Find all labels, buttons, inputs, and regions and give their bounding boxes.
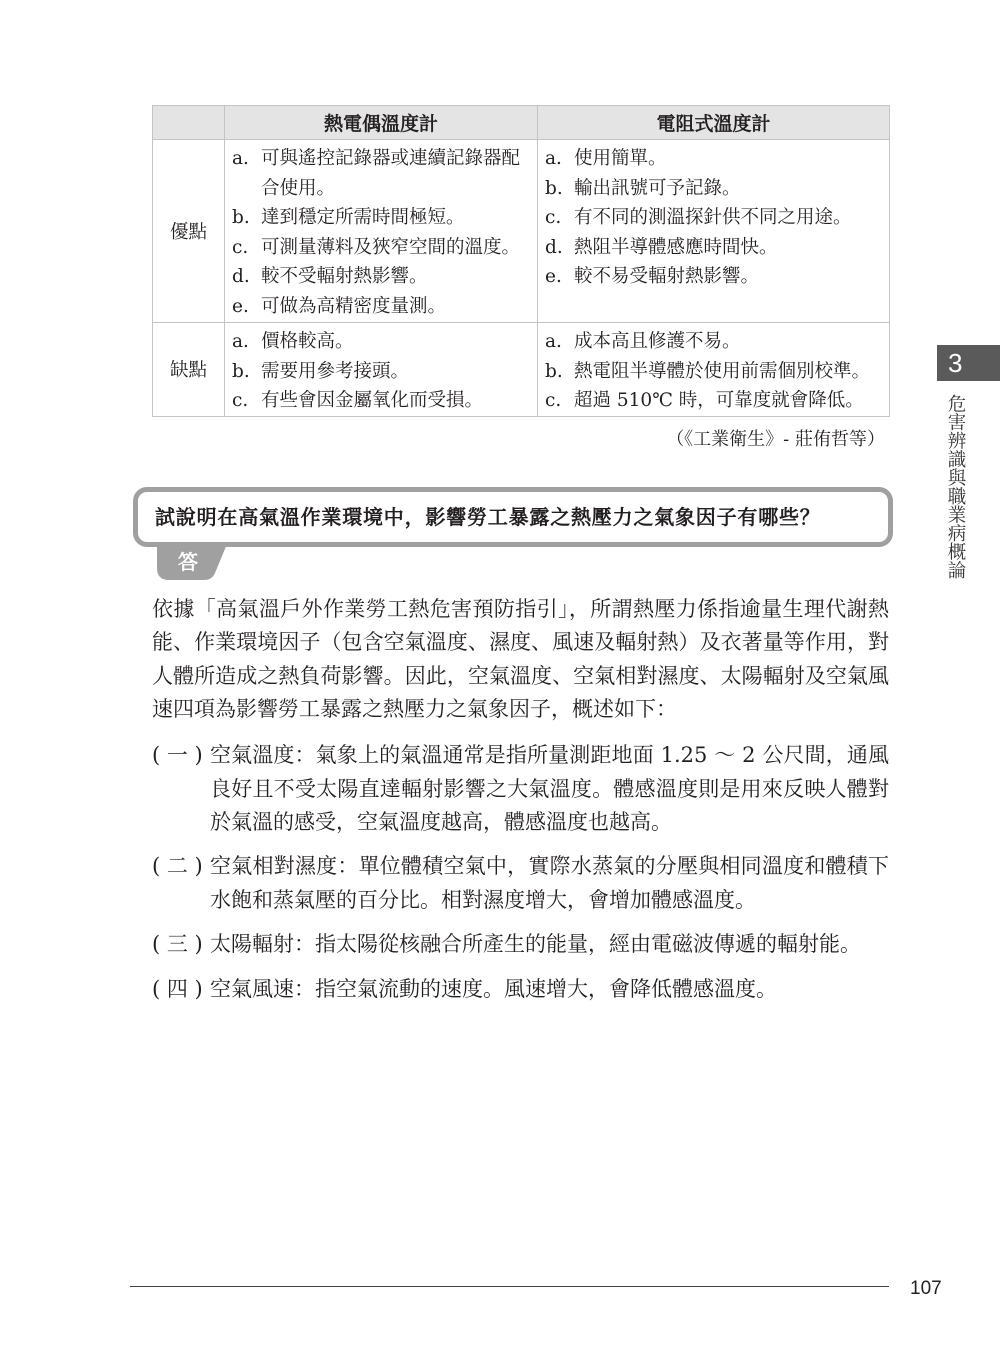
list-item [545, 144, 883, 174]
item-text: 太陽輻射：指太陽從核融合所產生的能量，經由電磁波傳遞的輻射能。 [210, 932, 861, 957]
item-text: 輸出訊號可予記錄。 [574, 177, 741, 199]
item-marker: a. [232, 331, 249, 352]
item-text: 超過 510℃ 時，可靠度就會降低。 [574, 390, 864, 411]
list-item [152, 928, 889, 961]
item-text: 需要用參考接頭。 [261, 360, 410, 382]
item-text: 有不同的測溫探針供不同之用途。 [574, 207, 852, 228]
footer-rule [130, 1286, 889, 1287]
item-marker: ( 四 ) [152, 976, 203, 1001]
item-text: 空氣相對濕度：單位體積空氣中，實際水蒸氣的分壓與相同溫度和體積下水飽和蒸氣壓的百分比。相對濕度增大，會增加體感溫度。 [210, 854, 889, 912]
question-text: 試說明在高氣溫作業環境中，影響勞工暴露之熱壓力之氣象因子有哪些？ [155, 505, 821, 529]
item-text: 有些會因金屬氧化而受損。 [261, 390, 484, 411]
item-marker: e. [232, 295, 249, 317]
item-marker: d. [545, 236, 563, 258]
item-text: 空氣溫度：氣象上的氣溫通常是指所量測距地面 1.25 ～ 2 公尺間，通風良好且不受太陽直達輻射影響之大氣溫度。體感溫度則是用來反映人體對於氣溫的感受，空氣溫度越高，體感溫度也越高。 [210, 743, 889, 834]
item-text: 熱電阻半導體於使用前需個別校準。 [574, 360, 871, 382]
header-thermocouple: 熱電偶溫度計 [225, 106, 538, 140]
answer-body [152, 593, 889, 1006]
table-row-advantages [153, 140, 890, 323]
table-citation: （《工業衛生》- 莊侑哲等） [666, 429, 885, 450]
item-marker: b. [232, 360, 250, 382]
list-item [545, 357, 883, 387]
page-number: 107 [910, 1278, 942, 1299]
list-item [232, 262, 531, 292]
list-item [232, 144, 531, 203]
answer-intro: 依據「高氣溫戶外作業勞工熱危害預防指引」，所謂熱壓力係指逾量生理代謝熱能、作業環境因子（包含空氣溫度、濕度、風速及輻射熱）及衣著量等作用，對人體所造成之熱負荷影響。因此，空氣溫度、空氣相對濕度、太陽輻射及空氣風速四項為影響勞工暴露之熱壓力之氣象因子，概述如下： [152, 597, 889, 722]
list-item [545, 386, 883, 416]
item-marker: a. [545, 331, 562, 352]
row-label-advantages: 優點 [153, 140, 225, 323]
list-item [545, 203, 883, 233]
item-marker: e. [545, 266, 562, 287]
table-header-row [153, 106, 890, 140]
disadvantages-thermocouple-cell [225, 323, 538, 417]
item-marker: b. [545, 360, 563, 382]
item-text: 較不受輻射熱影響。 [261, 266, 428, 287]
list-item [545, 262, 883, 292]
item-text: 使用簡單。 [574, 148, 667, 169]
item-text: 達到穩定所需時間極短。 [261, 207, 465, 228]
item-marker: b. [232, 207, 250, 228]
row-label-disadvantages: 缺點 [153, 323, 225, 417]
item-text: 可做為高精密度量測。 [261, 295, 447, 317]
chapter-title: 危害辨識與職業病概論 [945, 394, 966, 579]
comparison-table [152, 105, 890, 417]
advantages-thermocouple-cell [225, 140, 538, 323]
list-item [232, 386, 531, 416]
item-text: 可與遙控記錄器或連續記錄器配合使用。 [261, 148, 521, 199]
answer-label: 答 [178, 550, 198, 574]
list-item [545, 327, 883, 357]
item-marker: ( 一 ) [152, 743, 203, 768]
answer-tag [157, 544, 227, 581]
item-text: 可測量薄料及狹窄空間的溫度。 [261, 236, 521, 258]
disadvantages-resistance-cell [538, 323, 890, 417]
item-marker: ( 三 ) [152, 932, 203, 957]
item-marker: c. [232, 390, 249, 411]
item-marker: d. [232, 266, 250, 287]
list-item [152, 850, 889, 917]
item-marker: a. [545, 148, 562, 169]
chapter-number-tab: 3 [937, 345, 1000, 381]
item-marker: c. [545, 390, 562, 411]
item-marker: b. [545, 177, 563, 199]
list-item [152, 739, 889, 839]
item-text: 空氣風速：指空氣流動的速度。風速增大，會降低體感溫度。 [210, 976, 777, 1001]
list-item [545, 174, 883, 204]
list-item [232, 357, 531, 387]
header-resistance-thermometer: 電阻式溫度計 [538, 106, 890, 140]
list-item [232, 292, 531, 322]
advantages-resistance-cell [538, 140, 890, 323]
list-item [232, 233, 531, 263]
item-marker: c. [545, 207, 562, 228]
table-row-disadvantages [153, 323, 890, 417]
item-text: 較不易受輻射熱影響。 [574, 266, 760, 287]
item-text: 成本高且修護不易。 [574, 331, 741, 352]
item-marker: c. [232, 236, 249, 258]
item-marker: a. [232, 148, 249, 169]
item-marker: ( 二 ) [152, 854, 203, 879]
list-item [232, 327, 531, 357]
list-item [232, 203, 531, 233]
header-blank-cell [153, 106, 225, 140]
question-box [133, 487, 893, 547]
item-text: 價格較高。 [261, 331, 354, 352]
list-item [545, 233, 883, 263]
item-text: 熱阻半導體感應時間快。 [574, 236, 778, 258]
list-item [152, 973, 889, 1006]
